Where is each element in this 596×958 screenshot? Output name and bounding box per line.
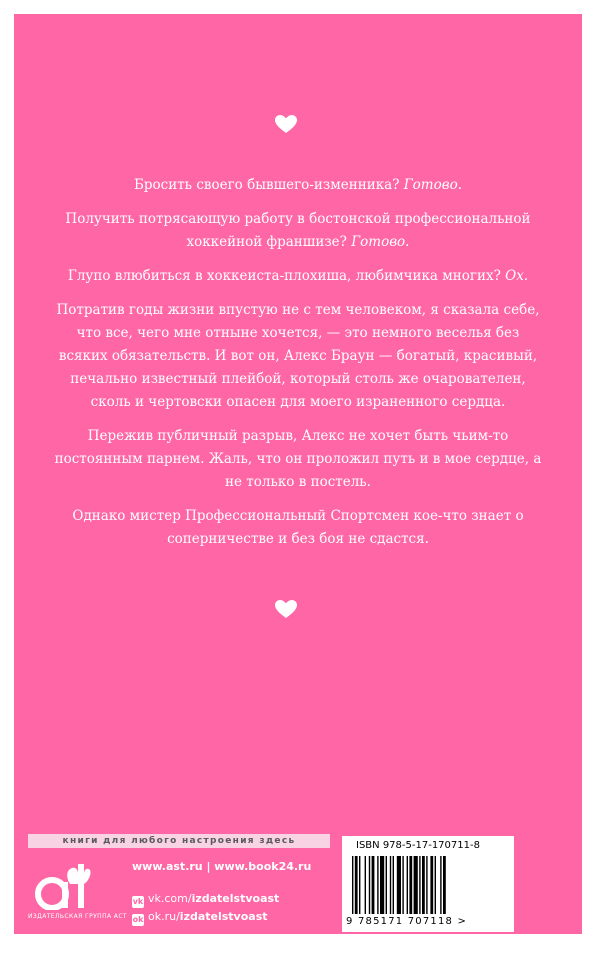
publisher-logo	[28, 858, 136, 924]
website-links[interactable]: www.ast.ru | www.book24.ru	[132, 860, 312, 873]
heart-icon	[274, 599, 298, 619]
blurb-paragraph-6: Однако мистер Профессиональный Спортсмен кое-что знает о соперничестве и без боя не сдастся.	[72, 508, 524, 547]
blurb-paragraph-3: Глупо влюбиться в хоккеиста-плохиша, любимчика многих? Ох.	[67, 268, 529, 284]
isbn-block	[342, 836, 514, 932]
isbn-label: ISBN 978-5-17-170711-8	[356, 840, 480, 851]
heart-icon	[274, 114, 298, 134]
barcode-digits: 9 785171 707118 >	[346, 916, 468, 927]
tagline-bar: книги для любого настроения здесь	[28, 834, 330, 848]
ast-logo-icon	[32, 858, 92, 910]
barcode	[352, 856, 504, 914]
publisher-caption: ИЗДАТЕЛЬСКАЯ ГРУППА АСТ	[28, 913, 127, 920]
blurb-paragraph-4: Потратив годы жизни впустую не с тем человеком, я сказала себе, что все, чего мне отныне хочется, — это немного веселья без всяких обязательств. И вот он, Алекс Браун — богатый, красивый, печально известный плейбой, который столь же очарователен, сколь и чертовски опасен для моего израненного сердца.	[56, 302, 540, 410]
book-back-cover	[14, 14, 582, 934]
blurb-paragraph-2: Получить потрясающую работу в бостонской профессиональной хоккейной франшизе? Готово.	[65, 211, 531, 250]
blurb-paragraph-5: Пережив публичный разрыв, Алекс не хочет быть чьим-то постоянным парнем. Жаль, что он проложил путь и в мое сердце, а не только в постель.	[54, 428, 542, 490]
ok-link[interactable]: ok ok.ru/izdatelstvoast	[132, 910, 268, 924]
ok-icon: ok	[132, 915, 144, 924]
vk-link[interactable]: vk vk.com/izdatelstvoast	[132, 892, 280, 906]
blurb-paragraph-1: Бросить своего бывшего-изменника? Готово.	[133, 177, 463, 193]
vk-icon: vk	[132, 897, 144, 906]
blurb-text	[54, 174, 542, 562]
